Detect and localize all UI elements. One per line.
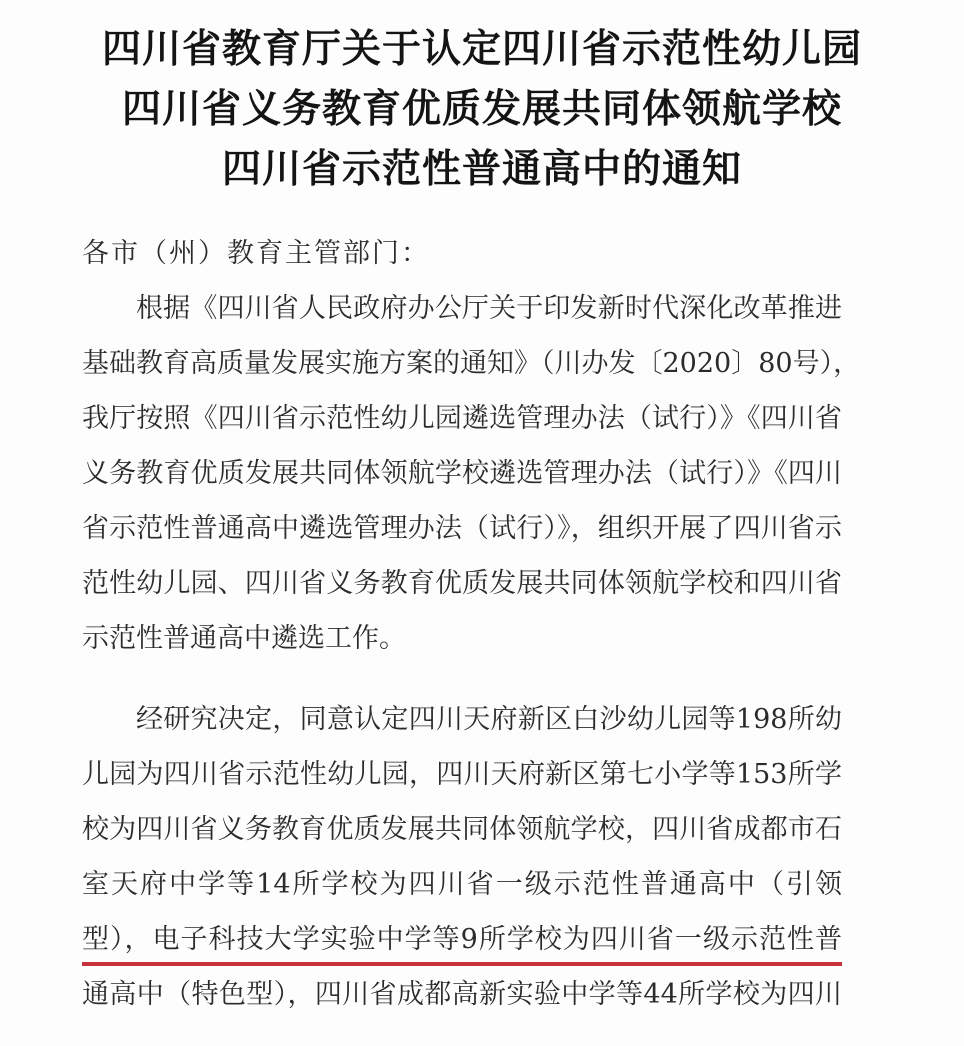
paragraph-line: 校为四川省义务教育优质发展共同体领航学校，四川省成都市石 <box>82 814 842 845</box>
paragraph-line: 儿园为四川省示范性幼儿园，四川天府新区第七小学等153所学 <box>82 759 842 790</box>
paragraph-line: 型），电子科技大学实验中学等9所学校为四川省一级示范性普 <box>82 924 842 955</box>
title-line-2: 四川省义务教育优质发展共同体领航学校 <box>121 87 842 132</box>
paragraph-line: 经研究决定，同意认定四川天府新区白沙幼儿园等198所幼 <box>136 704 842 735</box>
paragraph-line: 根据《四川省人民政府办公厅关于印发新时代深化改革推进 <box>136 293 842 324</box>
paragraph-spacer <box>82 666 842 692</box>
paragraph-line: 通高中（特色型），四川省成都高新实验中学等44所学校为四川 <box>82 979 842 1010</box>
document-title <box>0 20 964 200</box>
paragraph-line: 室天府中学等14所学校为四川省一级示范性普通高中（引领 <box>82 869 842 900</box>
paragraph-line: 示范性普通高中遴选工作。 <box>82 623 406 654</box>
paragraph-line: 省示范性普通高中遴选管理办法（试行）》，组织开展了四川省示 <box>82 513 842 544</box>
salutation: 各市（州）教育主管部门： <box>82 238 430 269</box>
title-line-3: 四川省示范性普通高中的通知 <box>221 147 742 192</box>
red-divider-line <box>82 962 842 966</box>
paragraph-line: 范性幼儿园、四川省义务教育优质发展共同体领航学校和四川省 <box>82 568 842 599</box>
paragraph-line: 我厅按照《四川省示范性幼儿园遴选管理办法（试行）》《四川省 <box>82 403 842 434</box>
paragraph-line: 基础教育高质量发展实施方案的通知》（川办发〔2020〕80号）， <box>82 348 861 379</box>
paragraph-line: 义务教育优质发展共同体领航学校遴选管理办法（试行）》《四川 <box>82 458 842 489</box>
paragraph-2 <box>82 692 842 1022</box>
title-line-1: 四川省教育厅关于认定四川省示范性幼儿园 <box>101 27 862 72</box>
document-body <box>82 226 861 1022</box>
paragraph-1 <box>82 281 861 666</box>
